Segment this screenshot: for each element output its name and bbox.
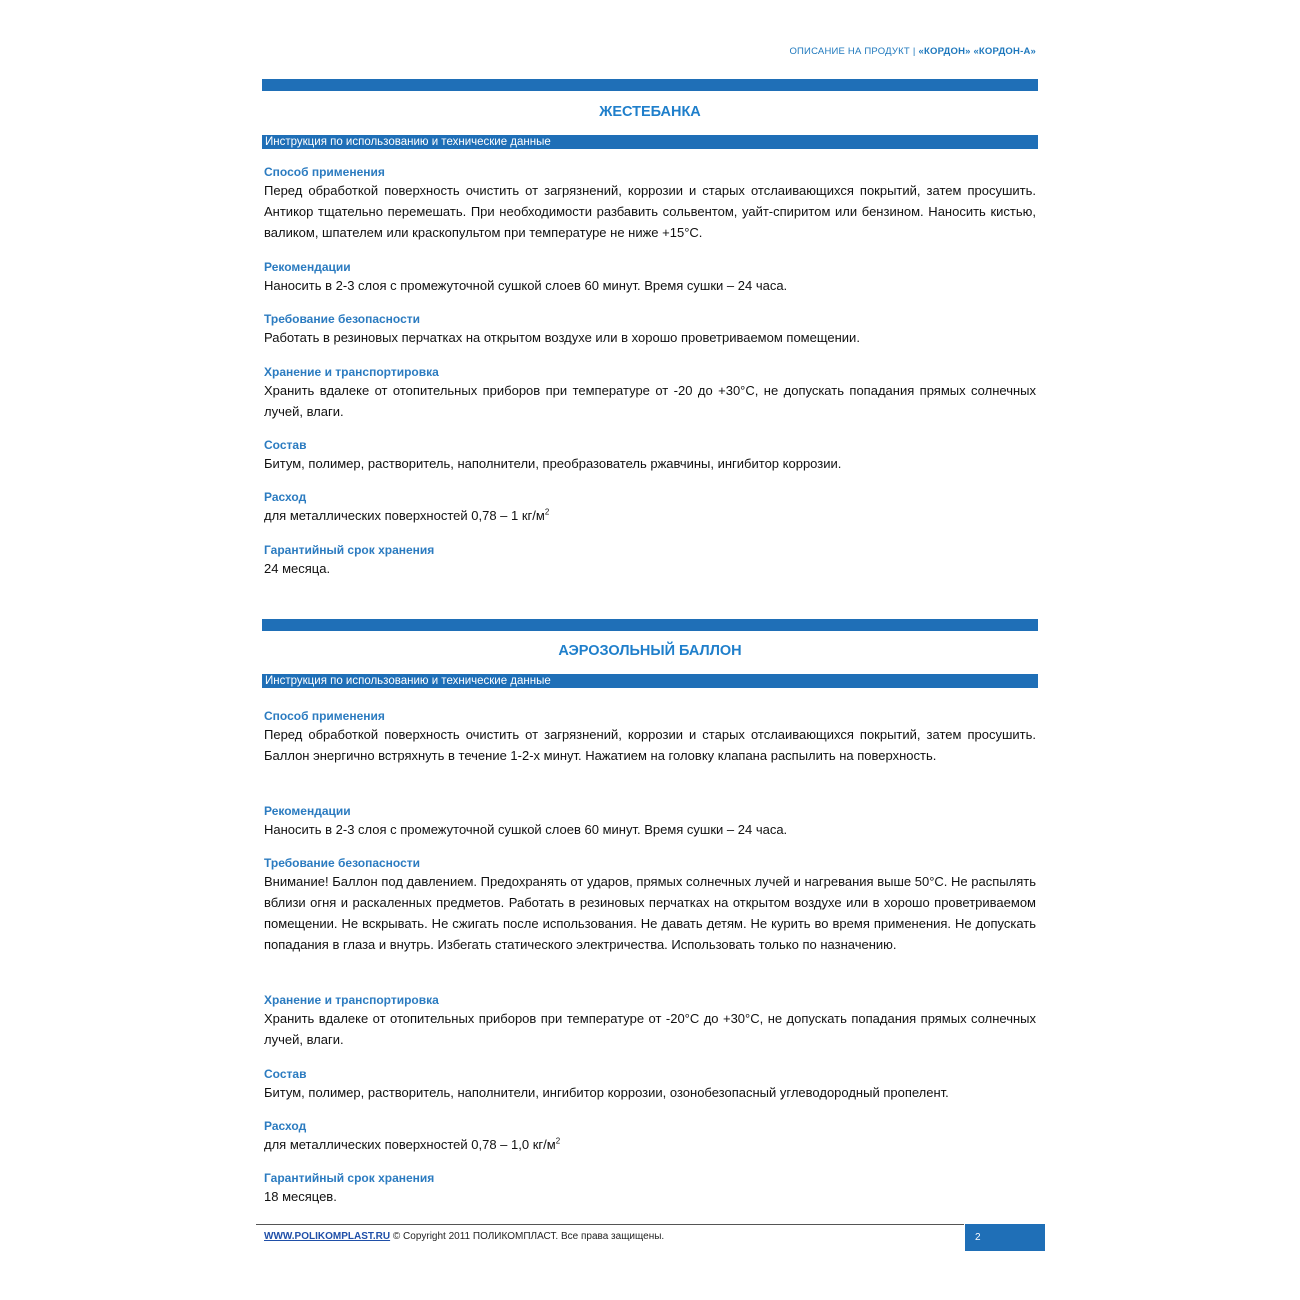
footer-divider [256,1224,964,1225]
s2-recommendations-label: Рекомендации [264,804,351,818]
s1-consumption-sup: 2 [544,507,550,517]
s1-shelf-life-label: Гарантийный срок хранения [264,543,435,557]
section-2-subheader: Инструкция по использованию и технические данные [262,674,1038,688]
page-number: 2 [965,1224,1045,1251]
header-separator: | [912,46,916,57]
s1-composition [264,437,1036,474]
s2-consumption-sup: 2 [555,1136,561,1146]
s1-safety-text: Работать в резиновых перчатках на открытом воздухе или в хорошо проветриваемом помещении. [264,330,860,345]
footer [264,1231,664,1242]
header-product-name: «КОРДОН» «КОРДОН-А» [918,46,1036,57]
page-header [789,46,1036,57]
s2-method [264,708,1036,766]
s1-composition-text: Битум, полимер, растворитель, наполнители, преобразователь ржавчины, ингибитор коррозии. [264,456,842,471]
s2-consumption-text [264,1134,1036,1155]
s2-shelf-life-label: Гарантийный срок хранения [264,1171,435,1185]
s1-storage-label: Хранение и транспортировка [264,365,439,379]
s1-method-label: Способ применения [264,165,385,179]
s2-safety-label: Требование безопасности [264,856,421,870]
s1-method [264,164,1036,243]
section-1-top-bar [262,79,1038,91]
s1-safety [264,311,1036,348]
s2-recommendations [264,803,1036,840]
s2-consumption-value: для металлических поверхностей 0,78 – 1,0 кг/м [264,1137,556,1152]
s1-storage-text: Хранить вдалеке от отопительных приборов при температуре от -20 до +30°С, не допускать попадания прямых солнечных лучей, влаги. [264,383,1036,419]
s2-recommendations-text: Наносить в 2-3 слоя с промежуточной сушкой слоев 60 минут. Время сушки – 24 часа. [264,822,788,837]
s2-safety-text: Внимание! Баллон под давлением. Предохранять от ударов, прямых солнечных лучей и нагревания выше 50°С. Не распылять вблизи огня и раскаленных предметов. Работать в резиновых перчатках на открытом воздухе или в хорошо проветриваемом помещении. Не вскрывать. Не сжигать после использования. Не давать детям. Не курить во время применения. Не допускать попадания в глаза и внутрь. Избегать статического электричества. Использовать только по назначению. [264,874,1036,952]
section-1-title: ЖЕСТЕБАНКА [599,104,701,120]
s1-recommendations-text: Наносить в 2-3 слоя с промежуточной сушкой слоев 60 минут. Время сушки – 24 часа. [264,278,788,293]
website-link[interactable]: WWW.POLIKOMPLAST.RU [264,1231,391,1242]
s1-shelf-life-text: 24 месяца. [264,561,331,576]
s2-storage [264,992,1036,1050]
s1-consumption-text [264,505,1036,526]
s1-composition-label: Состав [264,438,307,452]
s1-recommendations-label: Рекомендации [264,260,351,274]
s2-consumption [264,1118,1036,1155]
s1-consumption [264,489,1036,526]
s2-composition-text: Битум, полимер, растворитель, наполнители, ингибитор коррозии, озонобезопасный углеводородный пропелент. [264,1085,949,1100]
s2-method-label: Способ применения [264,709,385,723]
s1-consumption-label: Расход [264,490,307,504]
s2-method-text: Перед обработкой поверхность очистить от загрязнений, коррозии и старых отслаивающихся покрытий, затем просушить. Баллон энергично встряхнуть в течение 1-2-х минут. Нажатием на головку клапана распылить на поверхность. [264,727,1036,763]
section-2-top-bar [262,619,1038,631]
section-2-title: АЭРОЗОЛЬНЫЙ БАЛЛОН [558,643,742,659]
s1-safety-label: Требование безопасности [264,312,421,326]
header-product-description: ОПИСАНИЕ НА ПРОДУКТ [789,46,910,57]
s1-shelf-life [264,542,1036,579]
s1-storage [264,364,1036,422]
s2-shelf-life [264,1170,1036,1207]
s1-consumption-value: для металлических поверхностей 0,78 – 1 кг/м [264,508,545,523]
s2-shelf-life-text: 18 месяцев. [264,1189,337,1204]
s2-consumption-label: Расход [264,1119,307,1133]
s2-safety [264,855,1036,955]
s2-composition-label: Состав [264,1067,307,1081]
s2-storage-label: Хранение и транспортировка [264,993,439,1007]
s2-storage-text: Хранить вдалеке от отопительных приборов при температуре от -20°С до +30°С, не допускать попадания прямых солнечных лучей, влаги. [264,1011,1036,1047]
copyright-text: © Copyright 2011 ПОЛИКОМПЛАСТ. Все права защищены. [392,1231,665,1242]
s2-composition [264,1066,1036,1103]
s1-recommendations [264,259,1036,296]
s1-method-text: Перед обработкой поверхность очистить от загрязнений, коррозии и старых отслаивающихся покрытий, затем просушить. Антикор тщательно перемешать. При необходимости разбавить сольвентом, уайт-спиритом или бензином. Наносить кистью, валиком, шпателем или краскопультом при температуре не ниже +15°С. [264,183,1036,240]
section-1-subheader: Инструкция по использованию и технические данные [262,135,1038,149]
